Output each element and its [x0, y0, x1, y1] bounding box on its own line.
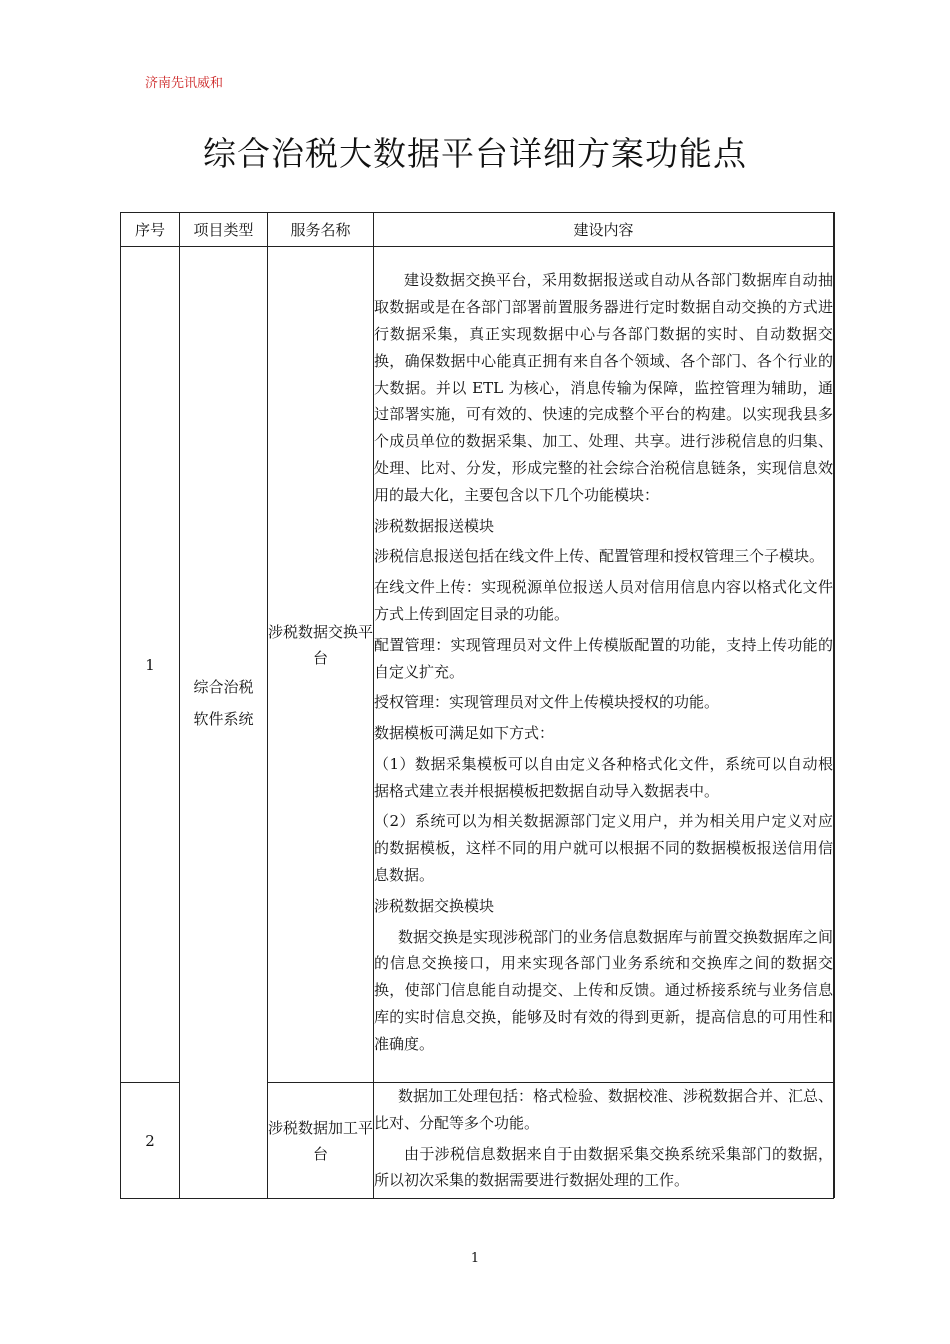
content-paragraph: （1）数据采集模板可以自由定义各种格式化文件，系统可以自动根据格式建立表并根据模板把数据自动导入数据表中。	[374, 754, 833, 800]
header-service-name: 服务名称	[268, 213, 374, 247]
content-paragraph: 数据加工处理包括：格式检验、数据校准、涉税数据合并、汇总、比对、分配等多个功能。	[374, 1087, 834, 1132]
row-index: 1	[121, 247, 180, 1083]
project-type-cell	[180, 247, 268, 1199]
document-title: 综合治税大数据平台详细方案功能点	[203, 134, 747, 173]
service-name: 涉税数据加工平台	[268, 1083, 374, 1199]
service-name: 涉税数据交换平台	[268, 247, 374, 1083]
module-heading: 涉税数据报送模块	[374, 516, 495, 535]
content-paragraph: （2）系统可以为相关数据源部门定义用户，并为相关用户定义对应的数据模板，这样不同的用户就可以根据不同的数据模板报送信用信息数据。	[374, 812, 833, 885]
project-type-line2: 软件系统	[193, 709, 254, 728]
content-cell	[374, 247, 834, 1083]
content-paragraph: 在线文件上传：实现税源单位报送人员对信用信息内容以格式化文件方式上传到固定目录的功能。	[374, 578, 833, 623]
content-paragraph: 授权管理：实现管理员对文件上传模块授权的功能。	[374, 693, 720, 712]
content-cell	[374, 1083, 834, 1199]
content-paragraph: 涉税信息报送包括在线文件上传、配置管理和授权管理三个子模块。	[374, 547, 825, 566]
content-paragraph: 数据交换是实现涉税部门的业务信息数据库与前置交换数据库之间的信息交换接口，用来实现各部门业务系统和交换库之间的数据交换，使部门信息能自动提交、上传和反馈。通过桥接系统与业务信息库的实时信息交换，能够及时有效的得到更新，提高信息的可用性和准确度。	[374, 927, 834, 1053]
table-right-border	[833, 212, 835, 1198]
header-org-name: 济南先讯威和	[145, 76, 224, 91]
function-table	[120, 212, 834, 1199]
header-project-type: 项目类型	[180, 213, 268, 247]
table-header-row	[121, 213, 834, 247]
header-index: 序号	[121, 213, 180, 247]
content-paragraph: 数据模板可满足如下方式：	[374, 724, 555, 743]
project-type-line1: 综合治税	[193, 677, 254, 696]
content-paragraph: 由于涉税信息数据来自于由数据采集交换系统采集部门的数据，所以初次采集的数据需要进行数据处理的工作。	[374, 1144, 833, 1190]
page-number: 1	[470, 1251, 480, 1266]
table-row	[121, 247, 834, 1083]
row-index: 2	[121, 1083, 180, 1199]
header-content: 建设内容	[374, 213, 834, 247]
content-paragraph: 建设数据交换平台，采用数据报送或自动从各部门数据库自动抽取数据或是在各部门部署前置服务器进行定时数据自动交换的方式进行数据采集，真正实现数据中心与各部门数据的实时、自动数据交换，确保数据中心能真正拥有来自各个领域、各个部门、各个行业的大数据。并以 ETL 为核心，消息传输为保障，监控管理为辅助，通过部署实施，可有效的、快速的完成整个平台的构建。以实现我县多个成员单位的数据采集、加工、处理、共享。进行涉税信息的归集、处理、比对、分发，形成完整的社会综合治税信息链条，实现信息效用的最大化，主要包含以下几个功能模块：	[374, 271, 833, 504]
module-heading: 涉税数据交换模块	[374, 896, 495, 915]
content-paragraph: 配置管理：实现管理员对文件上传模版配置的功能，支持上传功能的自定义扩充。	[374, 635, 833, 681]
